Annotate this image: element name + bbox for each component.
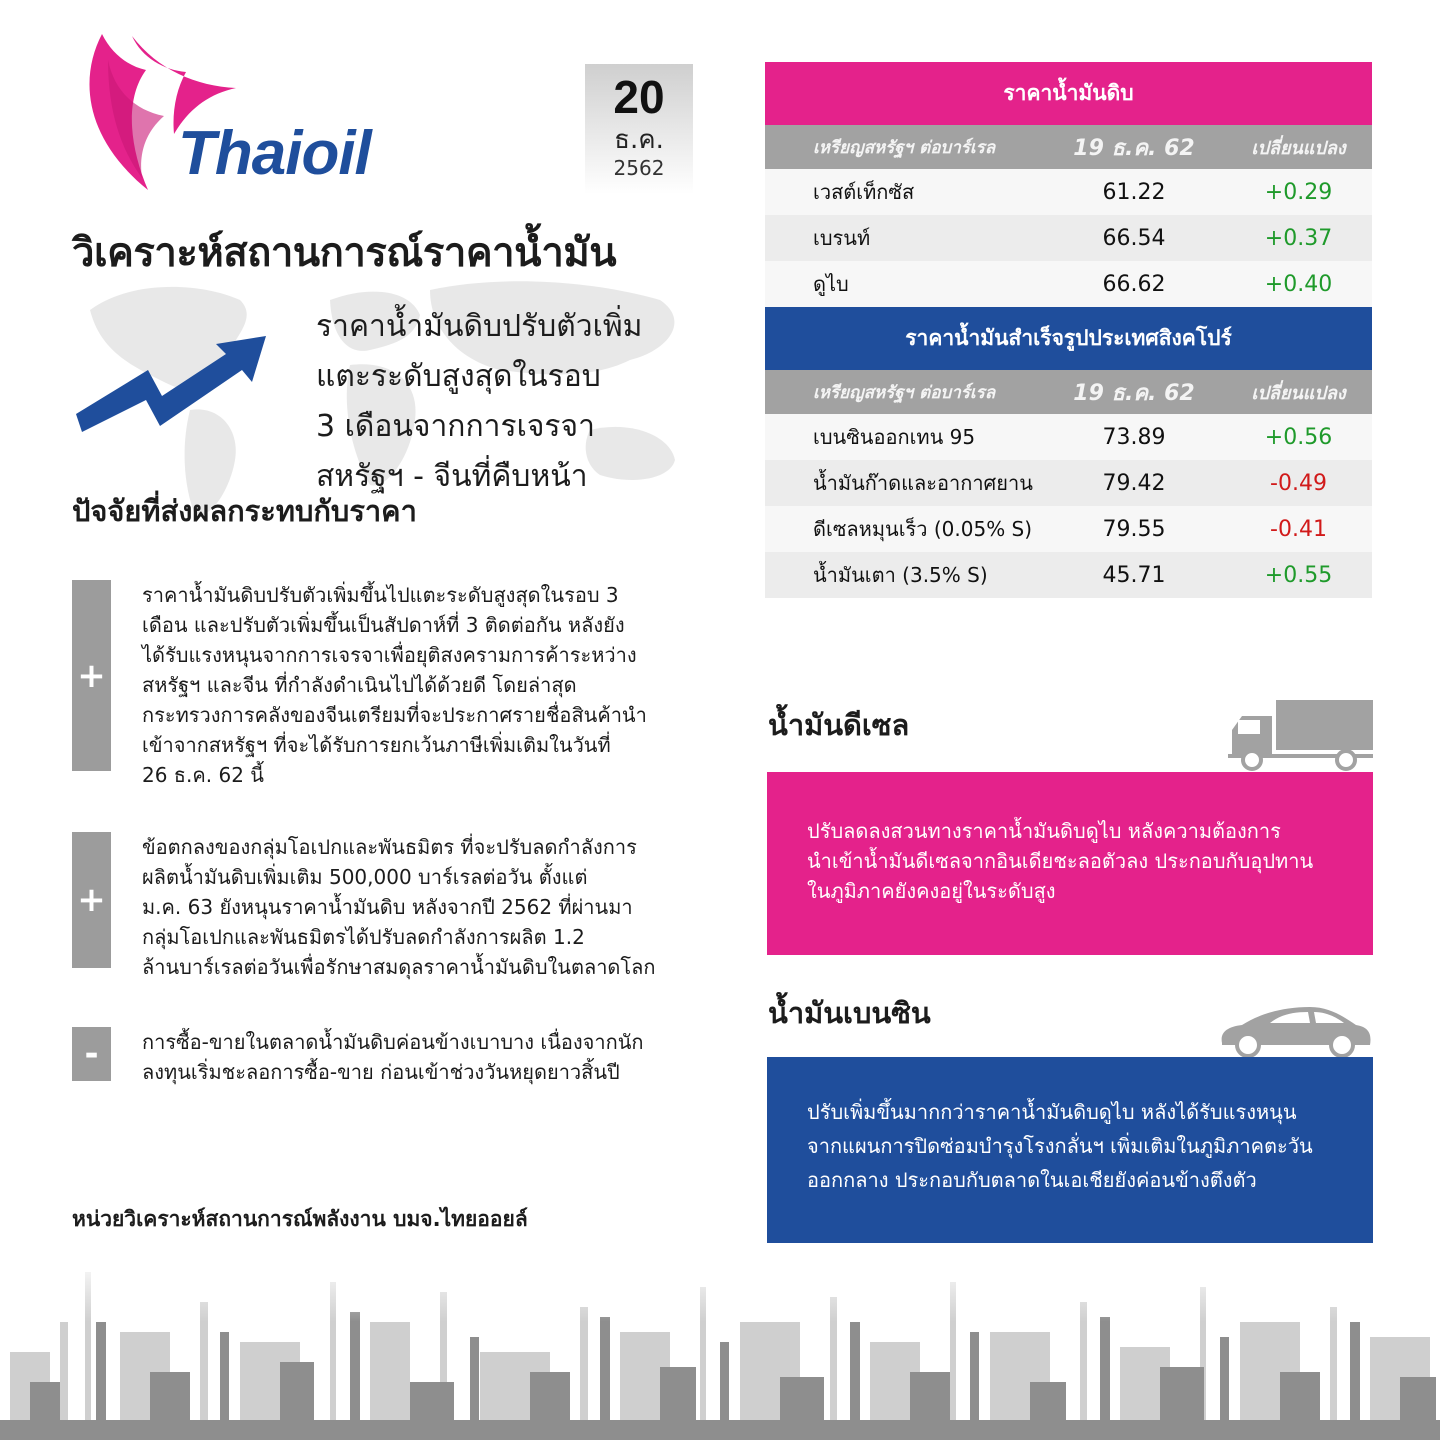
date-month: ธ.ค. — [614, 125, 664, 155]
brand-wordmark: Thaioil — [178, 119, 371, 188]
column-header-unit: เหรียญสหรัฐฯ ต่อบาร์เรล — [813, 382, 996, 403]
factor-line: เดือน และปรับตัวเพิ่มขึ้นเป็นสัปดาห์ที่ 3 ติดต่อกัน หลังยัง — [142, 613, 625, 637]
price-value: 79.42 — [1102, 470, 1166, 496]
table-row — [765, 169, 1372, 215]
price-value: 66.54 — [1102, 225, 1166, 251]
factor-line: ล้านบาร์เรลต่อวันเพื่อรักษาสมดุลราคาน้ำมันดิบในตลาดโลก — [142, 955, 656, 979]
price-change: +0.40 — [1264, 271, 1333, 297]
factor-line: เข้าจากสหรัฐฯ ที่จะได้รับการยกเว้นภาษีเพิ่มเติมในวันที่ — [142, 733, 611, 757]
factor-line: สหรัฐฯ และจีน ที่กำลังดำเนินไปได้ด้วยดี โดยล่าสุด — [142, 673, 577, 697]
factor-line: กระทรวงการคลังของจีนเตรียมที่จะประกาศรายชื่อสินค้านำ — [142, 703, 647, 727]
note-line: จากแผนการปิดซ่อมบำรุงโรงกลั่นฯ เพิ่มเติมในภูมิภาคตะวัน — [807, 1134, 1313, 1158]
factor-line: ได้รับแรงหนุนจากการเจรจาเพื่อยุติสงครามการค้าระหว่าง — [142, 643, 637, 667]
headline-line: ราคาน้ำมันดิบปรับตัวเพิ่ม — [316, 309, 643, 344]
refinery-skyline-illustration — [0, 1262, 1440, 1440]
table-row — [765, 552, 1372, 598]
factor-line: ลงทุนเริ่มชะลอการซื้อ-ขาย ก่อนเข้าช่วงวันหยุดยาวสิ้นปี — [142, 1060, 620, 1084]
trend-up-arrow-icon — [76, 334, 271, 432]
price-change: +0.37 — [1264, 225, 1333, 251]
minus-sign-icon: - — [72, 1027, 111, 1081]
crude-table-title: ราคาน้ำมันดิบ — [765, 62, 1372, 125]
page-title: วิเคราะห์สถานการณ์ราคาน้ำมัน — [72, 230, 617, 276]
column-header-change: เปลี่ยนแปลง — [1251, 382, 1346, 404]
product-name: เวสต์เท็กซัส — [813, 180, 915, 204]
factors-title: ปัจจัยที่ส่งผลกระทบกับราคา — [72, 494, 417, 528]
date-badge — [585, 64, 693, 194]
factor-line: ราคาน้ำมันดิบปรับตัวเพิ่มขึ้นไปแตะระดับสูงสุดในรอบ 3 — [142, 583, 619, 607]
factor-line: ม.ค. 63 ยังหนุนราคาน้ำมันดิบ หลังจากปี 2562 ที่ผ่านมา — [142, 895, 633, 919]
column-header-unit: เหรียญสหรัฐฯ ต่อบาร์เรล — [813, 137, 996, 158]
factor-text — [142, 832, 702, 982]
column-header-change: เปลี่ยนแปลง — [1251, 137, 1346, 159]
factor-line: ข้อตกลงของกลุ่มโอเปกและพันธมิตร ที่จะปรับลดกำลังการ — [142, 835, 637, 859]
note-line: นำเข้าน้ำมันดีเซลจากอินเดียชะลอตัวลง ประกอบกับอุปทาน — [807, 849, 1314, 873]
footer-credit: หน่วยวิเคราะห์สถานการณ์พลังงาน บมจ.ไทยออยล์ — [72, 1207, 528, 1231]
table-row — [765, 215, 1372, 261]
headline-line: แตะระดับสูงสุดในรอบ — [316, 359, 601, 394]
factor-line: ผลิตน้ำมันดิบเพิ่มเติม 500,000 บาร์เรลต่อวัน ตั้งแต่ — [142, 865, 588, 889]
note-line: ออกกลาง ประกอบกับตลาดในเอเชียยังค่อนข้างตึงตัว — [807, 1168, 1257, 1192]
price-value: 61.22 — [1102, 179, 1166, 205]
factor-line: 26 ธ.ค. 62 นี้ — [142, 763, 264, 787]
gasoline-title: น้ำมันเบนซิน — [768, 996, 931, 1030]
factor-line: กลุ่มโอเปกและพันธมิตรได้ปรับลดกำลังการผลิต 1.2 — [142, 925, 585, 949]
price-table — [765, 62, 1372, 598]
price-change: -0.41 — [1270, 516, 1327, 542]
column-header-date: 19 ธ.ค. 62 — [1073, 380, 1195, 406]
factor-line: การซื้อ-ขายในตลาดน้ำมันดิบค่อนข้างเบาบาง เนื่องจากนัก — [142, 1030, 644, 1054]
diesel-note — [767, 772, 1373, 955]
price-value: 66.62 — [1102, 271, 1166, 297]
price-value: 73.89 — [1102, 424, 1166, 450]
product-name: ดูไบ — [813, 272, 849, 296]
table-row — [765, 506, 1372, 552]
table-row — [765, 414, 1372, 460]
product-name: เบรนท์ — [813, 226, 871, 250]
gasoline-note — [767, 1057, 1373, 1243]
price-change: +0.55 — [1264, 562, 1333, 588]
date-day: 20 — [613, 71, 665, 123]
price-change: +0.56 — [1264, 424, 1333, 450]
date-year: 2562 — [613, 156, 665, 180]
product-name: เบนซินออกเทน 95 — [813, 425, 976, 449]
price-change: +0.29 — [1264, 179, 1333, 205]
headline — [316, 302, 642, 502]
plus-sign-icon: + — [72, 580, 111, 771]
product-table-title: ราคาน้ำมันสำเร็จรูปประเทศสิงคโปร์ — [765, 307, 1372, 370]
car-icon — [1218, 1003, 1373, 1059]
plus-sign-icon: + — [72, 832, 111, 968]
product-name: น้ำมันเตา (3.5% S) — [813, 563, 988, 587]
note-line: ปรับลดลงสวนทางราคาน้ำมันดิบดูไบ หลังความต้องการ — [807, 819, 1281, 843]
column-header-date: 19 ธ.ค. 62 — [1073, 135, 1195, 161]
price-value: 45.71 — [1102, 562, 1166, 588]
headline-line: 3 เดือนจากการเจรจา — [316, 409, 595, 444]
price-change: -0.49 — [1270, 470, 1327, 496]
diesel-title: น้ำมันดีเซล — [768, 708, 910, 742]
factor-text — [142, 580, 702, 790]
table-row — [765, 261, 1372, 307]
factor-text — [142, 1027, 702, 1087]
price-value: 79.55 — [1102, 516, 1166, 542]
product-name: ดีเซลหมุนเร็ว (0.05% S) — [813, 517, 1033, 541]
note-line: ปรับเพิ่มขึ้นมากกว่าราคาน้ำมันดิบดูไบ หลังได้รับแรงหนุน — [807, 1100, 1297, 1124]
truck-icon — [1228, 700, 1373, 772]
product-name: น้ำมันก๊าดและอากาศยาน — [813, 471, 1033, 495]
table-row — [765, 460, 1372, 506]
crude-table-header — [765, 125, 1372, 169]
note-line: ในภูมิภาคยังคงอยู่ในระดับสูง — [807, 879, 1056, 903]
product-table-header — [765, 370, 1372, 414]
headline-line: สหรัฐฯ - จีนที่คืบหน้า — [316, 459, 588, 494]
